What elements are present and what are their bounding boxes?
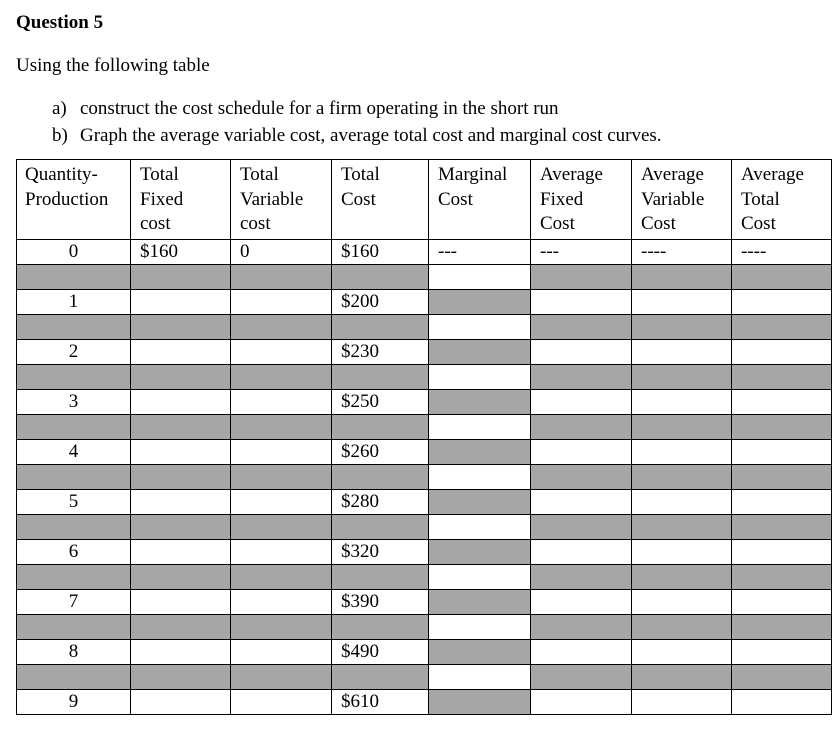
total-cost-cell: $200	[332, 290, 429, 315]
average-fixed-cost-cell	[531, 565, 632, 590]
total-cost-cell: $250	[332, 390, 429, 415]
marginal-cost-cell	[429, 490, 531, 515]
total-fixed-cost-cell	[131, 315, 231, 340]
table-spacer-row	[17, 415, 832, 440]
total-variable-cost-cell	[231, 340, 332, 365]
total-variable-cost-cell	[231, 540, 332, 565]
total-variable-cost-cell	[231, 590, 332, 615]
table-row	[17, 340, 832, 365]
quantity-cell	[17, 515, 131, 540]
average-fixed-cost-cell	[531, 540, 632, 565]
quantity-cell: 7	[17, 590, 131, 615]
total-fixed-cost-cell: $160	[131, 240, 231, 265]
quantity-cell	[17, 415, 131, 440]
average-variable-cost-cell	[632, 290, 732, 315]
average-fixed-cost-cell	[531, 390, 632, 415]
table-header-row	[17, 160, 832, 240]
average-fixed-cost-cell	[531, 365, 632, 390]
total-variable-cost-cell	[231, 365, 332, 390]
quantity-cell: 0	[17, 240, 131, 265]
total-variable-cost-cell	[231, 440, 332, 465]
quantity-cell	[17, 315, 131, 340]
average-total-cost-cell	[732, 540, 832, 565]
total-fixed-cost-cell	[131, 665, 231, 690]
marginal-cost-cell	[429, 515, 531, 540]
average-variable-cost-cell	[632, 465, 732, 490]
total-fixed-cost-cell	[131, 465, 231, 490]
total-variable-cost-cell	[231, 315, 332, 340]
average-variable-cost-cell	[632, 565, 732, 590]
average-variable-cost-cell	[632, 490, 732, 515]
quantity-cell: 9	[17, 690, 131, 715]
average-variable-cost-cell	[632, 415, 732, 440]
table-spacer-row	[17, 365, 832, 390]
marginal-cost-cell: ---	[429, 240, 531, 265]
total-variable-cost-cell	[231, 665, 332, 690]
header-marginal-cost: Marginal Cost	[429, 160, 531, 240]
table-row	[17, 390, 832, 415]
average-variable-cost-cell: ----	[632, 240, 732, 265]
task-list	[52, 95, 662, 149]
average-fixed-cost-cell	[531, 465, 632, 490]
average-fixed-cost-cell	[531, 290, 632, 315]
total-fixed-cost-cell	[131, 365, 231, 390]
total-fixed-cost-cell	[131, 390, 231, 415]
average-fixed-cost-cell	[531, 415, 632, 440]
task-text: construct the cost schedule for a firm operating in the short run	[80, 98, 559, 119]
total-cost-cell	[332, 265, 429, 290]
total-cost-cell	[332, 615, 429, 640]
task-label: a)	[52, 98, 67, 119]
average-total-cost-cell	[732, 465, 832, 490]
table-row	[17, 590, 832, 615]
table-row	[17, 240, 832, 265]
average-variable-cost-cell	[632, 365, 732, 390]
marginal-cost-cell	[429, 440, 531, 465]
total-fixed-cost-cell	[131, 265, 231, 290]
total-variable-cost-cell	[231, 640, 332, 665]
average-total-cost-cell	[732, 615, 832, 640]
marginal-cost-cell	[429, 265, 531, 290]
marginal-cost-cell	[429, 340, 531, 365]
table-spacer-row	[17, 265, 832, 290]
table-spacer-row	[17, 565, 832, 590]
total-cost-cell	[332, 365, 429, 390]
total-cost-cell: $610	[332, 690, 429, 715]
total-cost-cell	[332, 665, 429, 690]
total-variable-cost-cell	[231, 515, 332, 540]
average-variable-cost-cell	[632, 690, 732, 715]
quantity-cell: 5	[17, 490, 131, 515]
task-item	[52, 122, 662, 149]
header-average-total-cost: Average Total Cost	[732, 160, 832, 240]
average-total-cost-cell	[732, 440, 832, 465]
header-average-fixed-cost: Average Fixed Cost	[531, 160, 632, 240]
table-row	[17, 540, 832, 565]
marginal-cost-cell	[429, 615, 531, 640]
average-total-cost-cell	[732, 515, 832, 540]
table-spacer-row	[17, 315, 832, 340]
table-row	[17, 290, 832, 315]
average-total-cost-cell: ----	[732, 240, 832, 265]
quantity-cell	[17, 565, 131, 590]
quantity-cell	[17, 465, 131, 490]
task-label: b)	[52, 125, 68, 146]
total-variable-cost-cell	[231, 690, 332, 715]
marginal-cost-cell	[429, 315, 531, 340]
average-variable-cost-cell	[632, 615, 732, 640]
table-spacer-row	[17, 515, 832, 540]
total-variable-cost-cell	[231, 615, 332, 640]
average-variable-cost-cell	[632, 540, 732, 565]
table-row	[17, 440, 832, 465]
marginal-cost-cell	[429, 565, 531, 590]
average-fixed-cost-cell	[531, 690, 632, 715]
header-quantity: Quantity- Production	[17, 160, 131, 240]
average-variable-cost-cell	[632, 340, 732, 365]
total-cost-cell: $280	[332, 490, 429, 515]
marginal-cost-cell	[429, 415, 531, 440]
average-total-cost-cell	[732, 265, 832, 290]
average-total-cost-cell	[732, 315, 832, 340]
total-variable-cost-cell	[231, 565, 332, 590]
quantity-cell: 4	[17, 440, 131, 465]
total-variable-cost-cell	[231, 465, 332, 490]
total-cost-cell	[332, 465, 429, 490]
average-variable-cost-cell	[632, 515, 732, 540]
marginal-cost-cell	[429, 365, 531, 390]
question-title: Question 5	[16, 12, 104, 33]
average-variable-cost-cell	[632, 315, 732, 340]
total-variable-cost-cell	[231, 290, 332, 315]
total-fixed-cost-cell	[131, 640, 231, 665]
total-cost-cell	[332, 565, 429, 590]
average-total-cost-cell	[732, 690, 832, 715]
total-fixed-cost-cell	[131, 290, 231, 315]
average-variable-cost-cell	[632, 390, 732, 415]
average-total-cost-cell	[732, 290, 832, 315]
average-fixed-cost-cell: ---	[531, 240, 632, 265]
average-fixed-cost-cell	[531, 615, 632, 640]
total-fixed-cost-cell	[131, 490, 231, 515]
average-variable-cost-cell	[632, 265, 732, 290]
total-variable-cost-cell	[231, 390, 332, 415]
average-variable-cost-cell	[632, 640, 732, 665]
quantity-cell	[17, 665, 131, 690]
average-fixed-cost-cell	[531, 440, 632, 465]
total-cost-cell	[332, 315, 429, 340]
quantity-cell: 8	[17, 640, 131, 665]
table-row	[17, 640, 832, 665]
quantity-cell: 3	[17, 390, 131, 415]
total-cost-cell: $160	[332, 240, 429, 265]
total-fixed-cost-cell	[131, 515, 231, 540]
cost-schedule-table	[16, 159, 832, 715]
marginal-cost-cell	[429, 465, 531, 490]
average-fixed-cost-cell	[531, 640, 632, 665]
quantity-cell: 6	[17, 540, 131, 565]
average-fixed-cost-cell	[531, 265, 632, 290]
marginal-cost-cell	[429, 390, 531, 415]
total-cost-cell	[332, 415, 429, 440]
total-cost-cell: $260	[332, 440, 429, 465]
average-variable-cost-cell	[632, 590, 732, 615]
quantity-cell: 1	[17, 290, 131, 315]
average-total-cost-cell	[732, 390, 832, 415]
quantity-cell	[17, 265, 131, 290]
table-row	[17, 690, 832, 715]
total-cost-cell	[332, 515, 429, 540]
question-intro: Using the following table	[16, 55, 210, 76]
marginal-cost-cell	[429, 540, 531, 565]
average-total-cost-cell	[732, 490, 832, 515]
total-fixed-cost-cell	[131, 440, 231, 465]
total-fixed-cost-cell	[131, 415, 231, 440]
average-total-cost-cell	[732, 640, 832, 665]
average-fixed-cost-cell	[531, 515, 632, 540]
marginal-cost-cell	[429, 590, 531, 615]
marginal-cost-cell	[429, 690, 531, 715]
average-fixed-cost-cell	[531, 340, 632, 365]
total-variable-cost-cell	[231, 415, 332, 440]
quantity-cell: 2	[17, 340, 131, 365]
average-fixed-cost-cell	[531, 665, 632, 690]
average-total-cost-cell	[732, 415, 832, 440]
header-total-cost: Total Cost	[332, 160, 429, 240]
average-total-cost-cell	[732, 365, 832, 390]
header-total-fixed-cost: Total Fixed cost	[131, 160, 231, 240]
table-row	[17, 490, 832, 515]
average-total-cost-cell	[732, 565, 832, 590]
total-cost-cell: $320	[332, 540, 429, 565]
marginal-cost-cell	[429, 665, 531, 690]
total-fixed-cost-cell	[131, 590, 231, 615]
total-fixed-cost-cell	[131, 340, 231, 365]
header-total-variable-cost: Total Variable cost	[231, 160, 332, 240]
total-fixed-cost-cell	[131, 615, 231, 640]
total-fixed-cost-cell	[131, 540, 231, 565]
marginal-cost-cell	[429, 640, 531, 665]
average-fixed-cost-cell	[531, 315, 632, 340]
quantity-cell	[17, 615, 131, 640]
total-fixed-cost-cell	[131, 690, 231, 715]
total-variable-cost-cell	[231, 265, 332, 290]
average-total-cost-cell	[732, 665, 832, 690]
average-variable-cost-cell	[632, 665, 732, 690]
total-cost-cell: $490	[332, 640, 429, 665]
average-total-cost-cell	[732, 590, 832, 615]
table-spacer-row	[17, 465, 832, 490]
table-spacer-row	[17, 665, 832, 690]
marginal-cost-cell	[429, 290, 531, 315]
total-variable-cost-cell: 0	[231, 240, 332, 265]
total-cost-cell: $390	[332, 590, 429, 615]
average-fixed-cost-cell	[531, 490, 632, 515]
total-cost-cell: $230	[332, 340, 429, 365]
average-fixed-cost-cell	[531, 590, 632, 615]
total-fixed-cost-cell	[131, 565, 231, 590]
total-variable-cost-cell	[231, 490, 332, 515]
average-variable-cost-cell	[632, 440, 732, 465]
table-spacer-row	[17, 615, 832, 640]
quantity-cell	[17, 365, 131, 390]
header-average-variable-cost: Average Variable Cost	[632, 160, 732, 240]
average-total-cost-cell	[732, 340, 832, 365]
task-text: Graph the average variable cost, average total cost and marginal cost curves.	[80, 125, 662, 146]
task-item	[52, 95, 662, 122]
